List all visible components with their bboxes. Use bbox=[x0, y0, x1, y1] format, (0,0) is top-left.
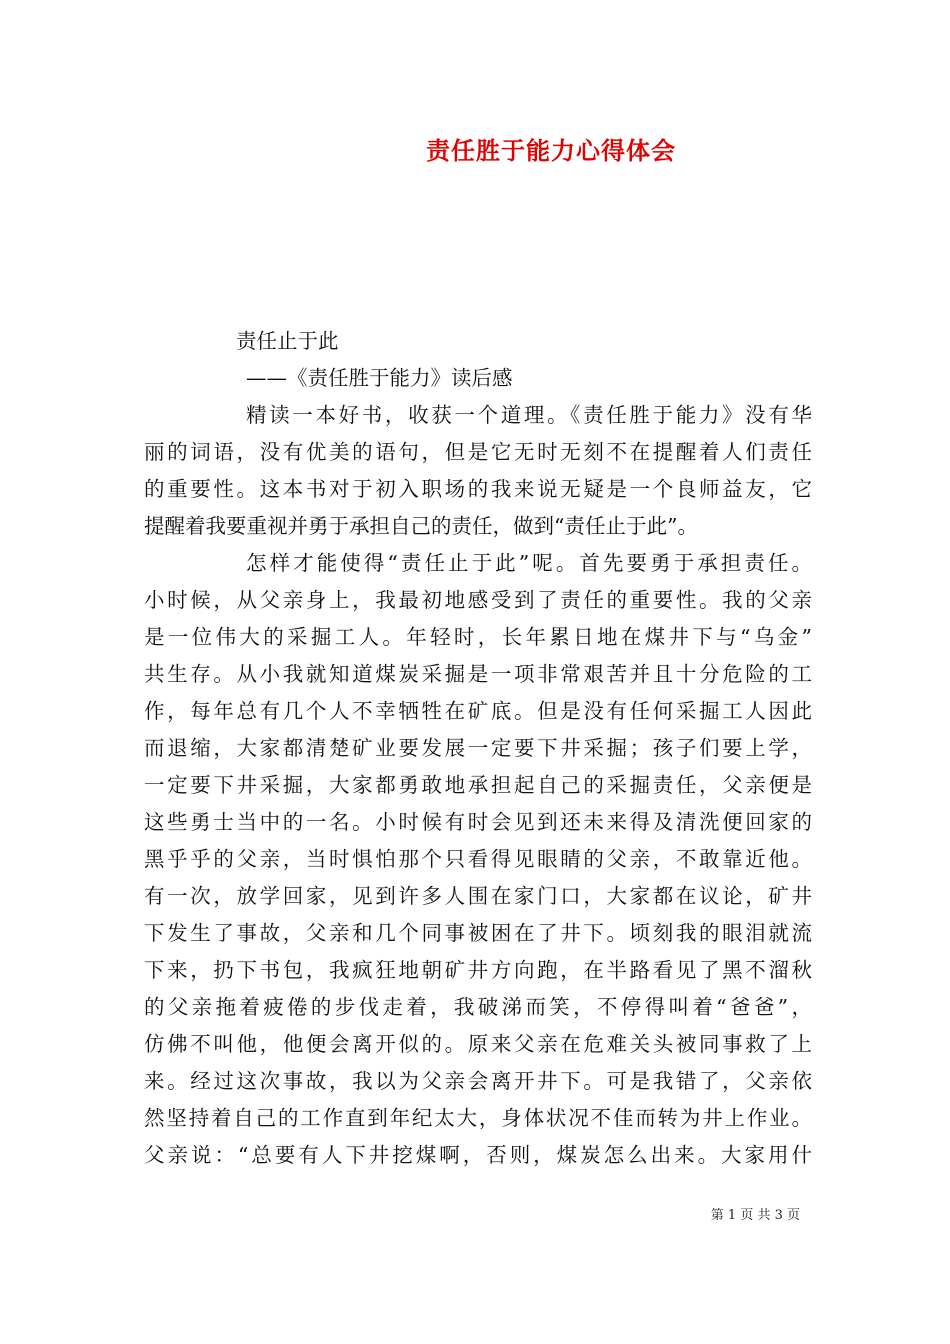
paragraph-line: 父亲说：“总要有人下井挖煤啊，否则，煤炭怎么出来。大家用什 bbox=[144, 1143, 812, 1167]
paragraph-line: 的重要性。这本书对于初入职场的我来说无疑是一个良师益友，它 bbox=[144, 477, 812, 501]
paragraph-line: 有一次，放学回家，见到许多人围在家门口，大家都在议论，矿井 bbox=[144, 884, 812, 908]
paragraph-line: 下发生了事故，父亲和几个同事被困在了井下。顷刻我的眼泪就流 bbox=[144, 921, 812, 945]
section-heading: 责任止于此 bbox=[236, 329, 339, 353]
paragraph-line: 作，每年总有几个人不幸牺牲在矿底。但是没有任何采掘工人因此 bbox=[144, 699, 812, 723]
paragraph-line: 然坚持着自己的工作直到年纪太大，身体状况不佳而转为井上作业。 bbox=[144, 1106, 812, 1130]
paragraph-line: 共生存。从小我就知道煤炭采掘是一项非常艰苦并且十分危险的工 bbox=[144, 662, 812, 686]
page-number: 第 1 页 共 3 页 bbox=[710, 1208, 800, 1223]
paragraph-line: 来。经过这次事故，我以为父亲会离开井下。可是我错了，父亲依 bbox=[144, 1069, 812, 1093]
document-title: 责任胜于能力心得体会 bbox=[426, 137, 676, 165]
paragraph-line: 怎样才能使得“责任止于此”呢。首先要勇于承担责任。 bbox=[246, 551, 812, 575]
paragraph-line: 小时候，从父亲身上，我最初地感受到了责任的重要性。我的父亲 bbox=[144, 588, 812, 612]
paragraph-line: 而退缩，大家都清楚矿业要发展一定要下井采掘；孩子们要上学， bbox=[144, 736, 812, 760]
section-subheading: ——《责任胜于能力》读后感 bbox=[246, 366, 513, 390]
paragraph-line: 丽的词语，没有优美的语句，但是它无时无刻不在提醒着人们责任 bbox=[144, 440, 812, 464]
paragraph-line: 这些勇士当中的一名。小时候有时会见到还未来得及清洗便回家的 bbox=[144, 810, 812, 834]
paragraph-line: 的父亲拖着疲倦的步伐走着，我破涕而笑，不停得叫着“爸爸”， bbox=[144, 995, 812, 1019]
paragraph-line: 黑乎乎的父亲，当时惧怕那个只看得见眼睛的父亲，不敢靠近他。 bbox=[144, 847, 812, 871]
paragraph-line: 仿佛不叫他，他便会离开似的。原来父亲在危难关头被同事救了上 bbox=[144, 1032, 812, 1056]
paragraph-line: 下来，扔下书包，我疯狂地朝矿井方向跑，在半路看见了黑不溜秋 bbox=[144, 958, 812, 982]
paragraph-line: 精读一本好书，收获一个道理。《责任胜于能力》没有华 bbox=[246, 403, 812, 427]
paragraph-line: 一定要下井采掘，大家都勇敢地承担起自己的采掘责任，父亲便是 bbox=[144, 773, 812, 797]
paragraph-line: 提醒着我要重视并勇于承担自己的责任，做到“责任止于此”。 bbox=[144, 514, 698, 538]
paragraph-line: 是一位伟大的采掘工人。年轻时，长年累日地在煤井下与“乌金” bbox=[144, 625, 812, 649]
